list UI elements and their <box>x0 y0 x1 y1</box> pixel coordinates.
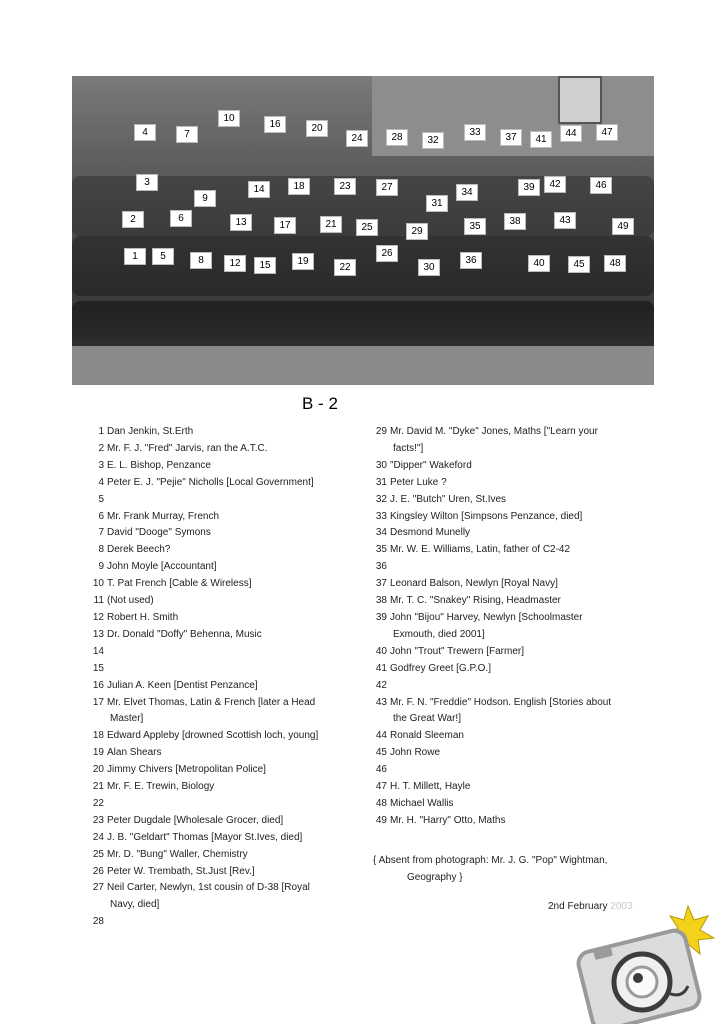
list-item-number: 22 <box>92 797 104 809</box>
list-item-text: H. T. Millett, Hayle <box>390 781 471 793</box>
list-item <box>373 610 643 627</box>
list-item-text: Michael Wallis <box>390 797 454 809</box>
class-photograph <box>72 76 654 385</box>
list-item-text: Dr. Donald "Doffy" Behenna, Music <box>107 628 262 640</box>
photo-tag-1: 1 <box>124 248 146 265</box>
photo-tag-47: 47 <box>596 124 618 141</box>
list-item-number: 38 <box>375 595 387 607</box>
list-item-text: Mr. D. "Bung" Waller, Chemistry <box>107 848 248 860</box>
list-item-text: John Rowe <box>390 747 441 759</box>
list-item <box>373 542 643 559</box>
photo-tag-21: 21 <box>320 216 342 233</box>
list-item <box>373 644 643 661</box>
list-item-number: 8 <box>98 544 104 556</box>
list-item-text: Derek Beech? <box>107 544 171 556</box>
list-item <box>90 441 360 458</box>
photo-tag-8: 8 <box>190 252 212 269</box>
photo-tag-3: 3 <box>136 174 158 191</box>
list-item <box>90 458 360 475</box>
photo-tag-28: 28 <box>386 129 408 146</box>
list-item <box>90 728 360 745</box>
page-heading: B - 2 <box>302 394 338 413</box>
photo-tag-27: 27 <box>376 179 398 196</box>
list-item-continuation: Exmouth, died 2001] <box>393 628 485 640</box>
list-item-text: Peter E. J. "Pejie" Nicholls [Local Government] <box>107 476 314 488</box>
list-item-text <box>390 678 643 695</box>
list-item-number: 45 <box>375 747 387 759</box>
list-item-text: Peter W. Trembath, St.Just [Rev.] <box>107 865 255 877</box>
list-item-number: 9 <box>98 561 104 573</box>
list-item <box>373 813 643 830</box>
photo-tag-18: 18 <box>288 178 310 195</box>
list-item-number: 40 <box>375 645 387 657</box>
list-item-text: Kingsley Wilton [Simpsons Penzance, died] <box>390 510 583 522</box>
list-item <box>373 424 643 441</box>
list-item <box>90 559 360 576</box>
list-item <box>90 424 360 441</box>
list-item-text: Peter Dugdale [Wholesale Grocer, died] <box>107 814 284 826</box>
list-item-text <box>390 762 643 779</box>
photo-tag-30: 30 <box>418 259 440 276</box>
list-item-text: "Dipper" Wakeford <box>390 459 472 471</box>
list-item-text: Mr. Elvet Thomas, Latin & French [later a Head <box>107 696 316 708</box>
list-item-continuation: Master] <box>110 713 144 725</box>
name-list-right <box>373 424 643 830</box>
list-item <box>90 525 360 542</box>
list-item <box>373 762 643 779</box>
list-item-text: E. L. Bishop, Penzance <box>107 459 211 471</box>
list-item-text: Jimmy Chivers [Metropolitan Police] <box>107 764 266 776</box>
list-item-number: 12 <box>92 611 104 623</box>
list-item-number: 41 <box>375 662 387 674</box>
list-item-text: Alan Shears <box>107 747 162 759</box>
list-item-number: 7 <box>98 527 104 539</box>
list-item-number: 48 <box>375 797 387 809</box>
list-item-number: 6 <box>98 510 104 522</box>
photo-tag-32: 32 <box>422 132 444 149</box>
list-item <box>373 525 643 542</box>
photo-tag-22: 22 <box>334 259 356 276</box>
photo-tag-26: 26 <box>376 245 398 262</box>
list-item-text: Leonard Balson, Newlyn [Royal Navy] <box>390 578 558 590</box>
absent-note-line1: { Absent from photograph: Mr. J. G. "Pop" Wightman, <box>373 855 608 866</box>
list-item-continuation: Navy, died] <box>110 899 160 911</box>
ground <box>72 346 654 385</box>
list-item-text: John "Bijou" Harvey, Newlyn [Schoolmaster <box>390 611 583 623</box>
list-item <box>90 914 360 931</box>
list-item-text: J. E. "Butch" Uren, St.Ives <box>390 493 507 505</box>
list-item-number: 4 <box>98 476 104 488</box>
list-item-number: 42 <box>375 679 387 691</box>
list-item <box>90 576 360 593</box>
list-item-text: John Moyle [Accountant] <box>107 561 217 573</box>
list-item <box>373 695 643 712</box>
list-item-text: Mr. T. C. "Snakey" Rising, Headmaster <box>390 595 561 607</box>
absent-note <box>373 853 653 887</box>
photo-tag-25: 25 <box>356 219 378 236</box>
list-item-text: John "Trout" Trewern [Farmer] <box>390 645 524 657</box>
list-item-number: 43 <box>375 696 387 708</box>
list-item-number: 49 <box>375 814 387 826</box>
photo-tag-23: 23 <box>334 178 356 195</box>
list-item-number: 10 <box>92 578 104 590</box>
list-item-number: 26 <box>92 865 104 877</box>
photo-tag-12: 12 <box>224 255 246 272</box>
photo-tag-44: 44 <box>560 125 582 142</box>
list-item-text: Ronald Sleeman <box>390 730 464 742</box>
list-item <box>90 627 360 644</box>
list-item <box>373 475 643 492</box>
list-item-number: 30 <box>375 459 387 471</box>
list-item <box>373 576 643 593</box>
list-item <box>373 796 643 813</box>
list-item <box>90 492 360 509</box>
list-item-text <box>107 914 360 931</box>
photo-tag-46: 46 <box>590 177 612 194</box>
list-item-continuation: the Great War!] <box>393 713 461 725</box>
list-item <box>90 610 360 627</box>
list-item <box>373 678 643 695</box>
list-item <box>90 830 360 847</box>
list-item <box>373 779 643 796</box>
list-item <box>373 458 643 475</box>
list-item-text: Mr. Frank Murray, French <box>107 510 220 522</box>
list-item-number: 2 <box>98 442 104 454</box>
photo-tag-16: 16 <box>264 116 286 133</box>
photo-tag-17: 17 <box>274 217 296 234</box>
list-item-number: 47 <box>375 781 387 793</box>
list-item <box>90 678 360 695</box>
list-item-number: 16 <box>92 679 104 691</box>
list-item <box>90 695 360 712</box>
list-item <box>90 880 360 897</box>
list-item-number: 39 <box>375 611 387 623</box>
date-text: 2nd February <box>548 901 611 912</box>
list-item-text: Godfrey Greet [G.P.O.] <box>390 662 491 674</box>
list-item <box>90 796 360 813</box>
list-item-number: 37 <box>375 578 387 590</box>
date-year: 2003 <box>610 901 633 912</box>
photo-tag-9: 9 <box>194 190 216 207</box>
list-item-number: 35 <box>375 544 387 556</box>
list-item-text <box>107 661 360 678</box>
list-item <box>373 593 643 610</box>
list-item-text <box>390 559 643 576</box>
photo-tag-39: 39 <box>518 179 540 196</box>
list-item <box>90 745 360 762</box>
photo-tag-37: 37 <box>500 129 522 146</box>
list-item-number: 27 <box>92 882 104 894</box>
list-item <box>373 728 643 745</box>
photo-tag-40: 40 <box>528 255 550 272</box>
list-item-text: Mr. W. E. Williams, Latin, father of C2-42 <box>390 544 571 556</box>
list-item <box>90 864 360 881</box>
list-item <box>90 779 360 796</box>
list-item-text <box>107 492 360 509</box>
list-item <box>90 762 360 779</box>
list-item <box>373 492 643 509</box>
list-item-number: 29 <box>375 426 387 437</box>
list-item-number: 46 <box>375 764 387 776</box>
list-item-text: Mr. F. J. "Fred" Jarvis, ran the A.T.C. <box>107 442 268 454</box>
list-item <box>90 593 360 610</box>
photo-tag-34: 34 <box>456 184 478 201</box>
list-item-number: 28 <box>92 916 104 928</box>
photo-tag-14: 14 <box>248 181 270 198</box>
list-item-number: 20 <box>92 764 104 776</box>
building-window <box>558 76 602 124</box>
photo-tag-38: 38 <box>504 213 526 230</box>
list-item-text: David "Dooge" Symons <box>107 527 211 539</box>
photo-tag-43: 43 <box>554 212 576 229</box>
list-item-number: 19 <box>92 747 104 759</box>
list-item <box>90 475 360 492</box>
photo-tag-2: 2 <box>122 211 144 228</box>
list-item-number: 44 <box>375 730 387 742</box>
photo-tag-29: 29 <box>406 223 428 240</box>
photo-tag-24: 24 <box>346 130 368 147</box>
list-item-number: 21 <box>92 781 104 793</box>
list-item-text: Peter Luke ? <box>390 476 447 488</box>
list-item-number: 11 <box>93 595 104 607</box>
list-item-number: 25 <box>92 848 104 860</box>
list-item-text: T. Pat French [Cable & Wireless] <box>107 578 252 590</box>
list-item-text: Mr. F. N. "Freddie" Hodson. English [Stories about <box>390 696 612 708</box>
list-item <box>90 644 360 661</box>
photo-tag-5: 5 <box>152 248 174 265</box>
list-item-text <box>107 644 360 661</box>
list-item-text: Mr. David M. "Dyke" Jones, Maths ["Learn your <box>390 426 598 437</box>
list-item-number: 23 <box>92 814 104 826</box>
list-item-text: Mr. H. "Harry" Otto, Maths <box>390 814 506 826</box>
list-item <box>373 745 643 762</box>
list-item-number: 17 <box>92 696 104 708</box>
photo-tag-6: 6 <box>170 210 192 227</box>
list-item-number: 3 <box>98 459 104 471</box>
name-list-left <box>90 424 360 931</box>
list-item-text: (Not used) <box>107 595 154 607</box>
photo-tag-33: 33 <box>464 124 486 141</box>
list-item-number: 34 <box>375 527 387 539</box>
list-item-text: J. B. "Geldart" Thomas [Mayor St.Ives, died] <box>107 831 303 843</box>
photo-tag-4: 4 <box>134 124 156 141</box>
photo-tag-7: 7 <box>176 126 198 143</box>
list-item-number: 32 <box>375 493 387 505</box>
list-item-number: 15 <box>92 662 104 674</box>
absent-note-line2: Geography } <box>407 871 463 883</box>
list-item-text: Robert H. Smith <box>107 611 179 623</box>
list-item-number: 36 <box>375 561 387 573</box>
photo-tag-15: 15 <box>254 257 276 274</box>
photo-tag-13: 13 <box>230 214 252 231</box>
photo-tag-31: 31 <box>426 195 448 212</box>
photo-tag-42: 42 <box>544 176 566 193</box>
photo-tag-36: 36 <box>460 252 482 269</box>
list-item-number: 31 <box>375 476 387 488</box>
photo-tag-20: 20 <box>306 120 328 137</box>
list-item-number: 18 <box>92 730 104 742</box>
photo-tag-45: 45 <box>568 256 590 273</box>
middle-row-people <box>72 236 654 296</box>
list-item-number: 24 <box>92 831 104 843</box>
list-item-text: Neil Carter, Newlyn, 1st cousin of D-38 [Royal <box>107 882 310 894</box>
list-item <box>90 542 360 559</box>
list-item-number: 33 <box>375 510 387 522</box>
list-item <box>90 813 360 830</box>
list-item-continuation: facts!"] <box>393 442 424 454</box>
photo-tag-48: 48 <box>604 255 626 272</box>
list-item-number: 14 <box>92 645 104 657</box>
photo-tag-41: 41 <box>530 131 552 148</box>
photo-tag-19: 19 <box>292 253 314 270</box>
photo-tag-49: 49 <box>612 218 634 235</box>
list-item-text: Desmond Munelly <box>390 527 471 539</box>
photo-tag-10: 10 <box>218 110 240 127</box>
list-item <box>373 509 643 526</box>
list-item <box>373 559 643 576</box>
list-item-number: 5 <box>98 493 104 505</box>
list-item-text: Mr. F. E. Trewin, Biology <box>107 781 215 793</box>
list-item <box>90 847 360 864</box>
list-item-text: Dan Jenkin, St.Erth <box>107 426 194 437</box>
camera-logo-icon <box>570 900 720 1024</box>
list-item-text <box>107 796 360 813</box>
photo-tag-35: 35 <box>464 218 486 235</box>
list-item-text: Edward Appleby [drowned Scottish loch, young] <box>107 730 319 742</box>
list-item <box>373 661 643 678</box>
list-item-text: Julian A. Keen [Dentist Penzance] <box>107 679 258 691</box>
list-item <box>90 509 360 526</box>
list-item-number: 1 <box>98 426 104 437</box>
list-item-number: 13 <box>92 628 104 640</box>
list-item <box>90 661 360 678</box>
